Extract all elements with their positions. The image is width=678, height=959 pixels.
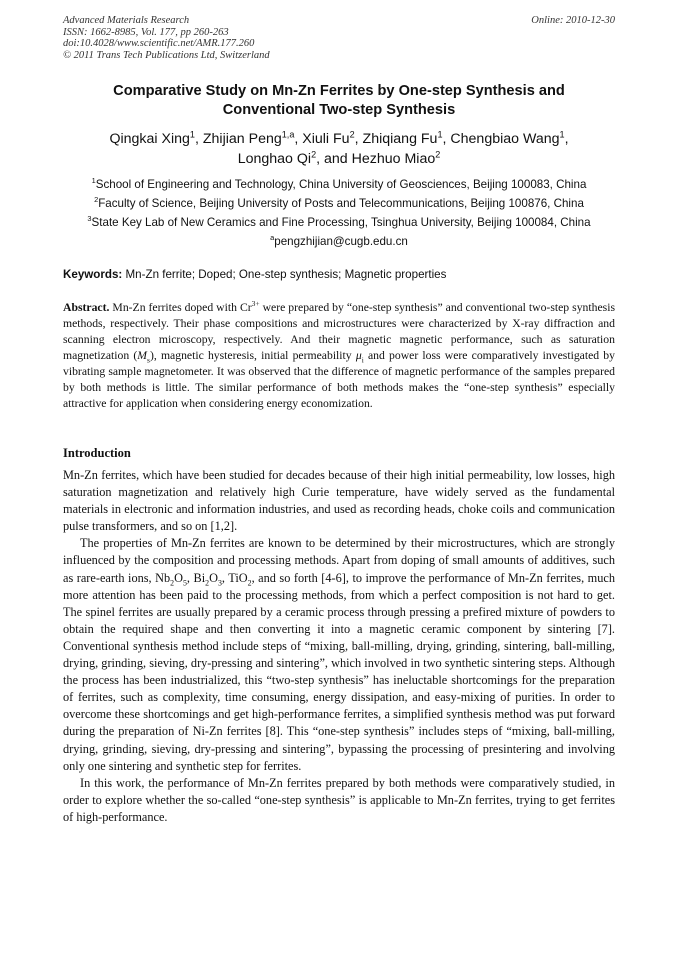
author-list	[63, 130, 615, 169]
introduction-heading: Introduction	[63, 446, 131, 460]
keywords-text: Mn-Zn ferrite; Doped; One-step synthesis; Magnetic properties	[125, 268, 447, 281]
online-date: Online: 2010-12-30	[531, 15, 615, 26]
keywords	[63, 267, 615, 283]
doi-line: doi:10.4028/www.scientific.net/AMR.177.260	[63, 38, 255, 49]
journal-header	[63, 15, 615, 61]
paragraph: Mn-Zn ferrites, which have been studied for decades because of their high initial permeability, low losses, high saturation magnetization and relatively high Curie temperature, have widely served as the fundamental materials in electronic and information industries, and used as recording heads, choke coils and communication pulse transformers, and so on [1,2].	[63, 468, 615, 534]
author: Zhijian Peng$^{1,a}$,	[202, 129, 303, 147]
author: Chengbiao Wang$^1$,	[450, 129, 569, 147]
author: Longhao Qi$^2$, and	[237, 148, 352, 167]
issn-line: ISSN: 1662-8985, Vol. 177, pp 260-263	[63, 26, 229, 38]
abstract: Abstract. Mn-Zn ferrites doped with $Cr^{3+}$ were prepared by “one-step synthesis” and conventional two-step synthesis methods, respectively. Their phase compositions and microstructures were characterized by X-ray diffraction and scanning electron microscopy, respectively. And their magnetic magnetic performance, such as saturation magnetization $(M_s)$, magnetic hysteresis, initial permeability $\mu_i$ and power loss were comparatively investigated by vibrating sample magnetometer. It was observed that the difference of magnetic performance of the samples prepared by both methods is little. The similar performance of both methods makes the “one-step synthesis” especially attractive for application when considering energy economization.	[63, 299, 616, 410]
copyright-line: © 2011 Trans Tech Publications Ltd, Switzerland	[63, 49, 270, 61]
author: Qingkai Xing$^1$,	[109, 129, 203, 147]
author: Zhiqiang Fu$^1$,	[362, 129, 451, 147]
introduction-body	[63, 467, 615, 826]
keywords-label: Keywords:	[63, 268, 123, 281]
email-line: $^a$pengzhijian@cugb.edu.cn	[270, 233, 408, 248]
author: Xiuli Fu$^2$,	[302, 129, 363, 147]
title-line-2: Conventional Two-step Synthesis	[222, 102, 456, 118]
paper-title	[63, 82, 615, 120]
author: Hezhuo Miao$^2$	[351, 148, 441, 167]
affiliations	[58, 175, 620, 251]
abstract-label: Abstract.	[63, 301, 110, 314]
affiliation: $^1$School of Engineering and Technology, China University of Geosciences, Beijing 100083, China	[91, 176, 587, 191]
paragraph: The properties of Mn-Zn ferrites are known to be determined by their microstructures, which are strongly influenced by the composition and processing methods. Apart from doping of small amounts of additives, such as rare-earth ions, $Nb_2O_5$, $Bi_2O_3$, TiO$_2$, and so forth [4-6], to improve the performance of Mn-Zn ferrites, much more attention has been paid to the processing methods, from which a perfect composition is not hard to get. The spinel ferrites are usually prepared by a ceramic process through pressing a prefired mixture of powders to obtain the required shape and then converting it into a magnetic ceramic component by sintering [7]. Conventional synthesis method include steps of “mixing, ball-milling, drying, grinding, sintering, ball-milling, drying, grinding, sieving, dry-pressing and sintering”, which involved in two synthetic sintering steps. Although the process has been industrialized, this “two-step synthesis” has ineluctable shortcomings for the preparation of ferrites, such as complexity, time consuming, energy dissipation, and easy-mixing of purities. In order to overcome these shortcomings and get high-performance ferrites, a simplified synthesis method was put forward during the preparation of Ni-Zn ferrites [8]. This “one-step synthesis” includes steps of “mixing, ball-milling, drying, grinding, sieving, dry-pressing and sintering”, bypassing the processing of presintering and involving only one sintering and synthetic step for ferrites.	[63, 536, 615, 773]
paragraph: In this work, the performance of Mn-Zn ferrites prepared by both methods were comparatively studied, in order to explore whether the so-called “one-step synthesis” is applicable to Mn-Zn ferrites, trying to get ferrites of high-performance.	[63, 775, 615, 824]
affiliation: $^2$Faculty of Science, Beijing University of Posts and Telecommunications, Beijing 100876, China	[94, 195, 584, 210]
journal-name: Advanced Materials Research	[63, 15, 190, 26]
title-line-1: Comparative Study on Mn-Zn Ferrites by One-step Synthesis and	[113, 83, 565, 99]
affiliation: $^3$State Key Lab of New Ceramics and Fine Processing, Tsinghua University, Beijing 100084, China	[87, 214, 591, 229]
